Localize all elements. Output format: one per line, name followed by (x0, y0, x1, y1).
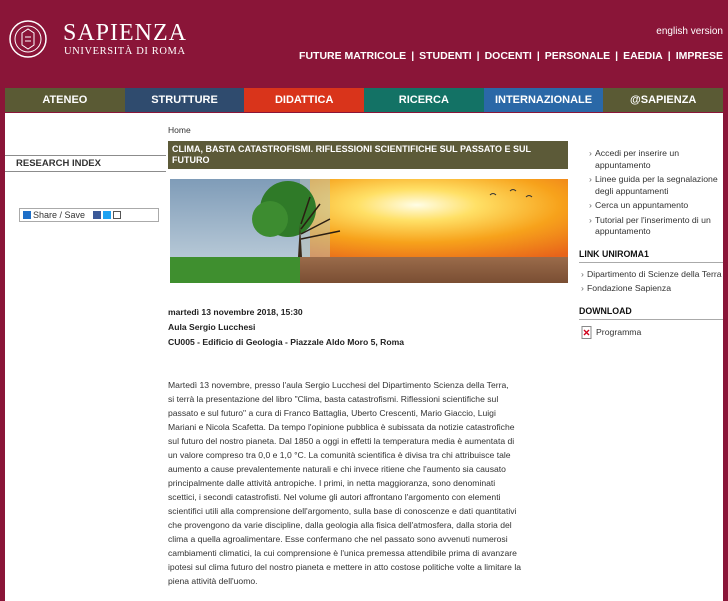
body-line: sul futuro del nostro pianeta. Dal 1850 a oggi in effetti la temperatura media è aumentata di (168, 436, 515, 446)
event-description (168, 378, 570, 588)
body-line: clima a quella agroalimentare. Esse confermano che nel passato sono avvenuti numerosi (168, 534, 508, 544)
site-header (0, 0, 728, 87)
uniroma-links (579, 269, 723, 295)
share-icon (23, 211, 31, 219)
link-uniroma-heading: LINK UNIROMA1 (579, 249, 723, 263)
appointments-links (579, 148, 723, 238)
english-version-link[interactable]: english version (656, 26, 723, 37)
body-line: passato e sul futuro" a cura di Franco Battaglia, Uberto Crescenti, Mario Giaccio, Luigi (168, 408, 496, 418)
topnav-studenti[interactable]: STUDENTI (419, 50, 472, 62)
topnav-separator: | (615, 50, 619, 62)
logo-name[interactable]: SAPIENZA (63, 20, 188, 46)
topnav-separator: | (411, 50, 415, 62)
topnav-personale[interactable]: PERSONALE (544, 50, 611, 62)
share-save-label: Share / Save (33, 210, 86, 220)
link-accedi[interactable]: › Accedi per inserire un appuntamento (579, 148, 723, 171)
link-dipartimento[interactable]: › Dipartimento di Scienze della Terra (579, 269, 723, 281)
nav-tab-sapienza[interactable]: @SAPIENZA (603, 88, 723, 112)
nav-tab-strutture[interactable]: STRUTTURE (125, 88, 245, 112)
breadcrumb-home[interactable]: Home (168, 125, 191, 135)
facebook-icon[interactable] (93, 211, 101, 219)
body-line: ipotesi sul clima futuro del nostro pianeta e mettere in atto costose politiche volte a limitare la (168, 562, 522, 572)
topnav-future-matricole[interactable]: FUTURE MATRICOLE (299, 50, 407, 62)
link-fondazione[interactable]: › Fondazione Sapienza (579, 283, 723, 295)
nav-tab-didattica[interactable]: DIDATTICA (244, 88, 364, 112)
event-date: martedì 13 novembre 2018, 15:30 (168, 307, 303, 317)
email-icon[interactable] (113, 211, 121, 219)
logo-subtitle: UNIVERSITÀ DI ROMA (64, 46, 186, 57)
body-line: aumento a cause prevalentemente naturali e chi invece ritiene che l'aumento sia causato (168, 464, 506, 474)
body-line: cambiamenti climatici, la cui comprensione è l'unica premessa attendibile prima di avanzare (168, 548, 517, 558)
body-line: scientifici utili alla comprensione dell'argomento, sulla base di conoscenze e dati quantitativi (168, 506, 517, 516)
page-content (5, 113, 723, 601)
body-line: principalmente dalle attività antropiche. I primi, in netta maggioranza, sono denominati (168, 478, 496, 488)
download-heading: DOWNLOAD (579, 306, 723, 320)
body-line: Mariani e Nicola Scafetta. Da tempo l'opinione pubblica è subissata da notizie catastrofiche (168, 422, 515, 432)
research-index-link[interactable]: RESEARCH INDEX (5, 155, 166, 172)
twitter-icon[interactable] (103, 211, 111, 219)
body-line: piena attività dell'uomo. (168, 576, 258, 586)
nav-tab-internazionale[interactable]: INTERNAZIONALE (484, 88, 604, 112)
body-line: un valore compreso tra 0,0 e 1,0 °C. La comunità scientifica è divisa tra chi attribuisce tale (168, 450, 511, 460)
body-line: Martedì 13 novembre, presso l'aula Sergio Lucchesi del Dipartimento Scienza della Terra, (168, 380, 509, 390)
main-navigation (5, 88, 723, 112)
body-line: scettici, i secondi catastrofisti. Nel volume gli autori affrontano l'argomento con elementi (168, 492, 501, 502)
download-label: Programma (596, 327, 642, 337)
link-cerca[interactable]: › Cerca un appuntamento (579, 200, 723, 212)
top-navigation (299, 50, 723, 62)
nav-tab-ateneo[interactable]: ATENEO (5, 88, 125, 112)
download-programma[interactable] (579, 326, 723, 339)
topnav-separator: | (476, 50, 480, 62)
topnav-eaedia[interactable]: EAEDIA (623, 50, 663, 62)
body-line: che provengono da varie discipline, dalla geologia alla fisica dell'atmosfera, dalla storia del (168, 520, 512, 530)
link-linee-guida[interactable]: › Linee guida per la segnalazione degli appuntamenti (579, 174, 723, 197)
event-details (168, 305, 404, 350)
body-line: si terrà la presentazione del libro "Clima, basta catastrofismi. Riflessioni scientifiche sul (168, 394, 499, 404)
sapienza-seal-icon[interactable] (8, 17, 48, 63)
topnav-docenti[interactable]: DOCENTI (484, 50, 532, 62)
topnav-imprese[interactable]: IMPRESE (675, 50, 723, 62)
topnav-separator: | (667, 50, 671, 62)
link-tutorial[interactable]: › Tutorial per l'inserimento di un appuntamento (579, 215, 723, 238)
page-title: CLIMA, BASTA CATASTROFISMI. RIFLESSIONI SCIENTIFICHE SUL PASSATO E SUL FUTURO (168, 141, 568, 169)
topnav-separator: | (536, 50, 540, 62)
right-sidebar (579, 148, 723, 339)
event-room: Aula Sergio Lucchesi (168, 322, 256, 332)
nav-tab-ricerca[interactable]: RICERCA (364, 88, 484, 112)
pdf-icon (581, 326, 593, 339)
climate-hero-image (170, 179, 568, 283)
share-save-button[interactable] (19, 208, 159, 222)
event-location: CU005 - Edificio di Geologia - Piazzale Aldo Moro 5, Roma (168, 337, 405, 347)
